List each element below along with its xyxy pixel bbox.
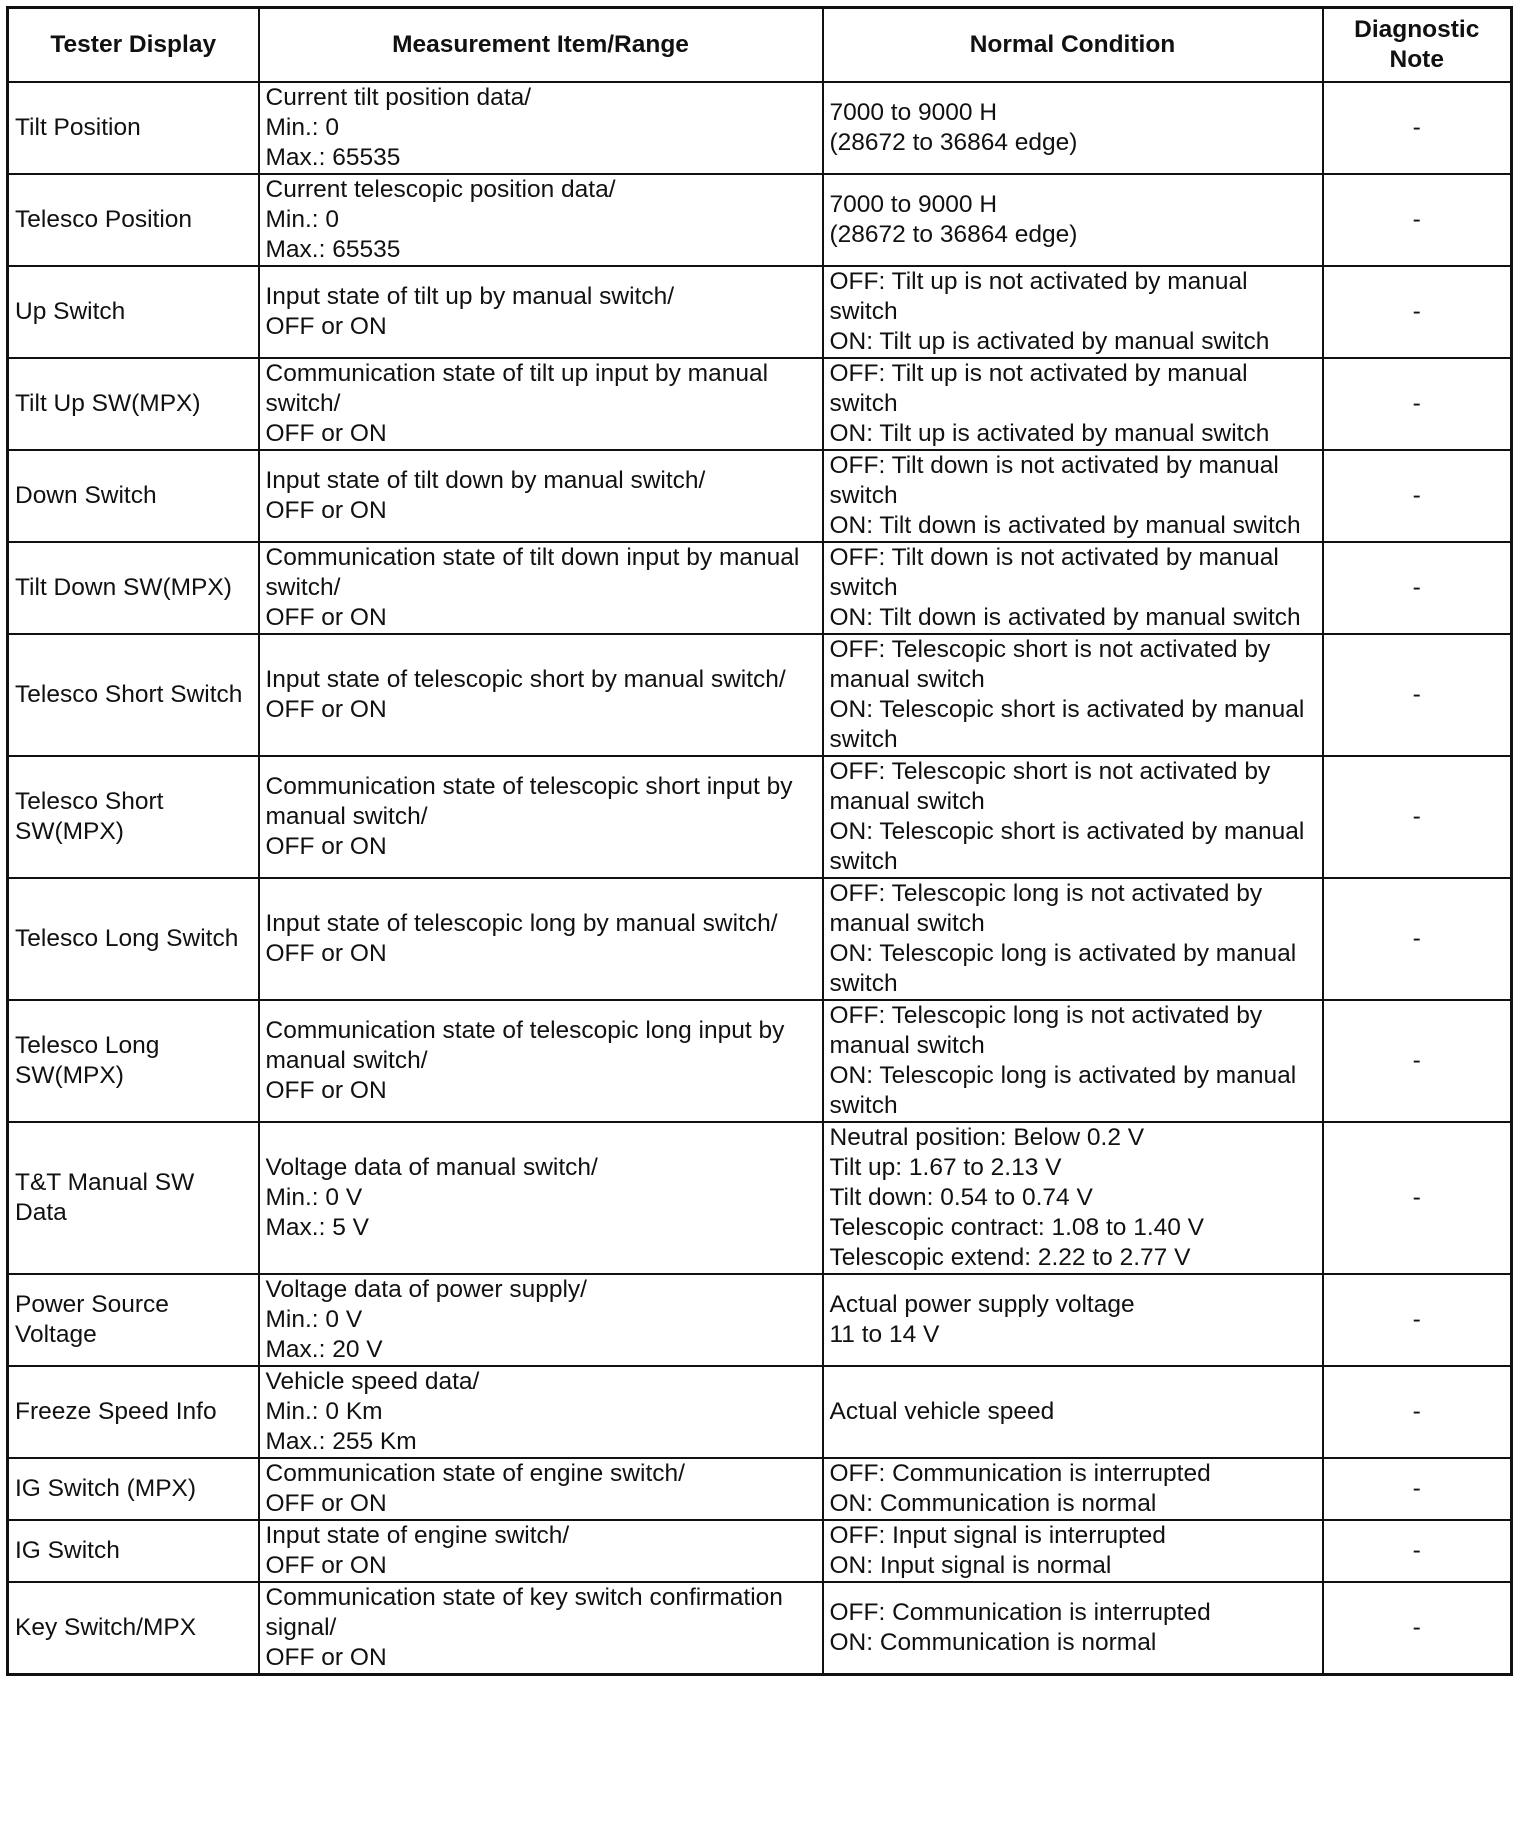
cell-display xyxy=(8,82,259,174)
cell-display xyxy=(8,450,259,542)
cell-measurement xyxy=(259,174,823,266)
cell-normal xyxy=(823,1520,1323,1582)
cell-measurement xyxy=(259,1458,823,1520)
cell-normal xyxy=(823,358,1323,450)
normal-line: OFF: Telescopic long is not activated by xyxy=(829,1002,1263,1029)
cell-display xyxy=(8,634,259,756)
display-line: SW(MPX) xyxy=(15,1062,124,1089)
measurement-line: Voltage data of power supply/ xyxy=(265,1276,587,1303)
normal-line: Tilt up: 1.67 to 2.13 V xyxy=(829,1154,1062,1181)
cell-measurement xyxy=(259,542,823,634)
cell-normal xyxy=(823,1582,1323,1675)
table-row xyxy=(8,82,1512,174)
cell-diagnostic-note: - xyxy=(1323,1000,1512,1122)
display-line: Telesco Long Switch xyxy=(15,925,239,952)
table-row xyxy=(8,1366,1512,1458)
header-diagnostic-note-line: Note xyxy=(1389,46,1444,73)
table-row xyxy=(8,174,1512,266)
normal-line: Neutral position: Below 0.2 V xyxy=(829,1124,1145,1151)
cell-diagnostic-note: - xyxy=(1323,174,1512,266)
measurement-line: manual switch/ xyxy=(265,803,428,830)
display-line: T&T Manual SW xyxy=(15,1169,195,1196)
measurement-line: signal/ xyxy=(265,1614,337,1641)
measurement-line: OFF or ON xyxy=(265,1077,387,1104)
normal-line: OFF: Tilt down is not activated by manual xyxy=(829,544,1279,571)
normal-line: OFF: Telescopic short is not activated by xyxy=(829,758,1271,785)
cell-measurement xyxy=(259,634,823,756)
cell-diagnostic-note: - xyxy=(1323,266,1512,358)
cell-display xyxy=(8,174,259,266)
display-line: Telesco Short xyxy=(15,788,164,815)
normal-line: switch xyxy=(829,482,898,509)
cell-normal xyxy=(823,756,1323,878)
normal-line: 7000 to 9000 H xyxy=(829,191,998,218)
cell-display xyxy=(8,358,259,450)
cell-display xyxy=(8,1582,259,1675)
normal-line: (28672 to 36864 edge) xyxy=(829,129,1078,156)
display-line: Data xyxy=(15,1199,67,1226)
cell-measurement xyxy=(259,1520,823,1582)
measurement-line: Min.: 0 Km xyxy=(265,1398,383,1425)
measurement-line: Input state of tilt down by manual switch/ xyxy=(265,467,706,494)
normal-line: OFF: Communication is interrupted xyxy=(829,1460,1211,1487)
normal-line: ON: Communication is normal xyxy=(829,1490,1157,1517)
cell-normal xyxy=(823,634,1323,756)
table-row xyxy=(8,358,1512,450)
table-row xyxy=(8,542,1512,634)
measurement-line: OFF or ON xyxy=(265,940,387,967)
measurement-line: OFF or ON xyxy=(265,1552,387,1579)
normal-line: switch xyxy=(829,1092,898,1119)
measurement-line: Min.: 0 V xyxy=(265,1306,363,1333)
measurement-line: Communication state of tilt up input by manual xyxy=(265,360,769,387)
measurement-line: Communication state of telescopic short input by xyxy=(265,773,793,800)
measurement-line: Max.: 65535 xyxy=(265,236,401,263)
normal-line: ON: Telescopic long is activated by manual xyxy=(829,1062,1297,1089)
measurement-line: Input state of telescopic short by manual switch/ xyxy=(265,666,786,693)
cell-normal xyxy=(823,1122,1323,1274)
display-line: IG Switch (MPX) xyxy=(15,1475,197,1502)
measurement-line: Max.: 65535 xyxy=(265,144,401,171)
display-line: Tilt Position xyxy=(15,114,141,141)
cell-normal xyxy=(823,878,1323,1000)
normal-line: ON: Communication is normal xyxy=(829,1629,1157,1656)
normal-line: 7000 to 9000 H xyxy=(829,99,998,126)
cell-diagnostic-note: - xyxy=(1323,1520,1512,1582)
table-row xyxy=(8,1458,1512,1520)
normal-line: OFF: Telescopic short is not activated by xyxy=(829,636,1271,663)
cell-measurement xyxy=(259,1582,823,1675)
normal-line: OFF: Input signal is interrupted xyxy=(829,1522,1166,1549)
cell-display xyxy=(8,756,259,878)
table-row xyxy=(8,878,1512,1000)
table-row xyxy=(8,1274,1512,1366)
cell-display xyxy=(8,266,259,358)
normal-line: ON: Tilt up is activated by manual switch xyxy=(829,420,1270,447)
header-diagnostic-note xyxy=(1323,8,1512,83)
measurement-line: Communication state of tilt down input by manual xyxy=(265,544,800,571)
cell-measurement xyxy=(259,358,823,450)
table-row xyxy=(8,1122,1512,1274)
cell-diagnostic-note: - xyxy=(1323,1582,1512,1675)
display-line: Telesco Position xyxy=(15,206,193,233)
table-row xyxy=(8,266,1512,358)
cell-display xyxy=(8,1458,259,1520)
cell-normal xyxy=(823,1274,1323,1366)
cell-measurement xyxy=(259,1274,823,1366)
cell-display xyxy=(8,878,259,1000)
normal-line: ON: Tilt up is activated by manual switch xyxy=(829,328,1270,355)
cell-measurement xyxy=(259,878,823,1000)
measurement-line: Current telescopic position data/ xyxy=(265,176,616,203)
cell-diagnostic-note: - xyxy=(1323,358,1512,450)
cell-normal xyxy=(823,82,1323,174)
normal-line: manual switch xyxy=(829,788,985,815)
cell-diagnostic-note: - xyxy=(1323,450,1512,542)
data-list-table xyxy=(6,6,1513,1676)
display-line: Tilt Down SW(MPX) xyxy=(15,574,232,601)
display-line: Tilt Up SW(MPX) xyxy=(15,390,201,417)
normal-line: (28672 to 36864 edge) xyxy=(829,221,1078,248)
cell-diagnostic-note: - xyxy=(1323,634,1512,756)
cell-diagnostic-note: - xyxy=(1323,1458,1512,1520)
normal-line: switch xyxy=(829,848,898,875)
cell-display xyxy=(8,1000,259,1122)
cell-normal xyxy=(823,450,1323,542)
cell-display xyxy=(8,1274,259,1366)
normal-line: Telescopic extend: 2.22 to 2.77 V xyxy=(829,1244,1191,1271)
measurement-line: Current tilt position data/ xyxy=(265,84,532,111)
cell-normal xyxy=(823,1458,1323,1520)
normal-line: OFF: Telescopic long is not activated by xyxy=(829,880,1263,907)
normal-line: ON: Telescopic short is activated by manual xyxy=(829,818,1305,845)
measurement-line: Communication state of key switch confirmation xyxy=(265,1584,783,1611)
normal-line: ON: Input signal is normal xyxy=(829,1552,1112,1579)
cell-measurement xyxy=(259,266,823,358)
normal-line: manual switch xyxy=(829,666,985,693)
measurement-line: Voltage data of manual switch/ xyxy=(265,1154,598,1181)
normal-line: manual switch xyxy=(829,910,985,937)
cell-measurement xyxy=(259,82,823,174)
cell-normal xyxy=(823,1366,1323,1458)
table-header xyxy=(8,8,1512,83)
normal-line: ON: Tilt down is activated by manual switch xyxy=(829,604,1301,631)
display-line: Voltage xyxy=(15,1321,97,1348)
measurement-line: Input state of engine switch/ xyxy=(265,1522,570,1549)
normal-line: 11 to 14 V xyxy=(829,1321,940,1348)
measurement-line: Input state of tilt up by manual switch/ xyxy=(265,283,675,310)
normal-line: OFF: Tilt down is not activated by manual xyxy=(829,452,1279,479)
normal-line: ON: Telescopic long is activated by manual xyxy=(829,940,1297,967)
measurement-line: OFF or ON xyxy=(265,1644,387,1671)
cell-display xyxy=(8,1366,259,1458)
header-diagnostic-note-line: Diagnostic xyxy=(1354,16,1480,43)
header-measurement-item-range: Measurement Item/Range xyxy=(259,8,823,83)
measurement-line: Max.: 5 V xyxy=(265,1214,369,1241)
normal-line: switch xyxy=(829,574,898,601)
normal-line: switch xyxy=(829,390,898,417)
normal-line: ON: Telescopic short is activated by manual xyxy=(829,696,1305,723)
normal-line: OFF: Tilt up is not activated by manual xyxy=(829,360,1248,387)
normal-line: switch xyxy=(829,298,898,325)
cell-diagnostic-note: - xyxy=(1323,82,1512,174)
measurement-line: Vehicle speed data/ xyxy=(265,1368,480,1395)
display-line: Freeze Speed Info xyxy=(15,1398,217,1425)
normal-line: ON: Tilt down is activated by manual switch xyxy=(829,512,1301,539)
measurement-line: Max.: 255 Km xyxy=(265,1428,417,1455)
display-line: SW(MPX) xyxy=(15,818,124,845)
display-line: Up Switch xyxy=(15,298,126,325)
header-row xyxy=(8,8,1512,83)
cell-display xyxy=(8,1122,259,1274)
measurement-line: Min.: 0 V xyxy=(265,1184,363,1211)
cell-normal xyxy=(823,1000,1323,1122)
cell-measurement xyxy=(259,450,823,542)
normal-line: Tilt down: 0.54 to 0.74 V xyxy=(829,1184,1093,1211)
table-row xyxy=(8,1000,1512,1122)
cell-measurement xyxy=(259,1122,823,1274)
measurement-line: Min.: 0 xyxy=(265,206,340,233)
table-row xyxy=(8,1520,1512,1582)
cell-measurement xyxy=(259,1000,823,1122)
cell-diagnostic-note: - xyxy=(1323,1274,1512,1366)
cell-normal xyxy=(823,542,1323,634)
header-tester-display: Tester Display xyxy=(8,8,259,83)
display-line: Telesco Long xyxy=(15,1032,160,1059)
cell-diagnostic-note: - xyxy=(1323,1122,1512,1274)
normal-line: manual switch xyxy=(829,1032,985,1059)
measurement-line: OFF or ON xyxy=(265,833,387,860)
header-normal-condition: Normal Condition xyxy=(823,8,1323,83)
display-line: IG Switch xyxy=(15,1537,120,1564)
measurement-line: OFF or ON xyxy=(265,497,387,524)
data-list-page xyxy=(6,6,1513,1676)
normal-line: switch xyxy=(829,970,898,997)
measurement-line: Min.: 0 xyxy=(265,114,340,141)
measurement-line: Communication state of engine switch/ xyxy=(265,1460,685,1487)
measurement-line: Input state of telescopic long by manual switch/ xyxy=(265,910,778,937)
cell-normal xyxy=(823,266,1323,358)
cell-measurement xyxy=(259,756,823,878)
normal-line: switch xyxy=(829,726,898,753)
measurement-line: Communication state of telescopic long input by xyxy=(265,1017,785,1044)
normal-line: Telescopic contract: 1.08 to 1.40 V xyxy=(829,1214,1205,1241)
display-line: Power Source xyxy=(15,1291,169,1318)
normal-line: OFF: Communication is interrupted xyxy=(829,1599,1211,1626)
table-row xyxy=(8,756,1512,878)
measurement-line: OFF or ON xyxy=(265,604,387,631)
normal-line: OFF: Tilt up is not activated by manual xyxy=(829,268,1248,295)
measurement-line: manual switch/ xyxy=(265,1047,428,1074)
display-line: Down Switch xyxy=(15,482,157,509)
measurement-line: switch/ xyxy=(265,390,341,417)
measurement-line: OFF or ON xyxy=(265,420,387,447)
cell-display xyxy=(8,542,259,634)
table-body xyxy=(8,82,1512,1675)
cell-diagnostic-note: - xyxy=(1323,542,1512,634)
cell-diagnostic-note: - xyxy=(1323,878,1512,1000)
cell-normal xyxy=(823,174,1323,266)
cell-diagnostic-note: - xyxy=(1323,1366,1512,1458)
measurement-line: switch/ xyxy=(265,574,341,601)
normal-line: Actual vehicle speed xyxy=(829,1398,1055,1425)
table-row xyxy=(8,450,1512,542)
measurement-line: OFF or ON xyxy=(265,696,387,723)
measurement-line: OFF or ON xyxy=(265,313,387,340)
cell-measurement xyxy=(259,1366,823,1458)
cell-diagnostic-note: - xyxy=(1323,756,1512,878)
measurement-line: OFF or ON xyxy=(265,1490,387,1517)
display-line: Telesco Short Switch xyxy=(15,681,243,708)
table-row xyxy=(8,634,1512,756)
normal-line: Actual power supply voltage xyxy=(829,1291,1135,1318)
display-line: Key Switch/MPX xyxy=(15,1614,197,1641)
table-row xyxy=(8,1582,1512,1675)
measurement-line: Max.: 20 V xyxy=(265,1336,383,1363)
cell-display xyxy=(8,1520,259,1582)
